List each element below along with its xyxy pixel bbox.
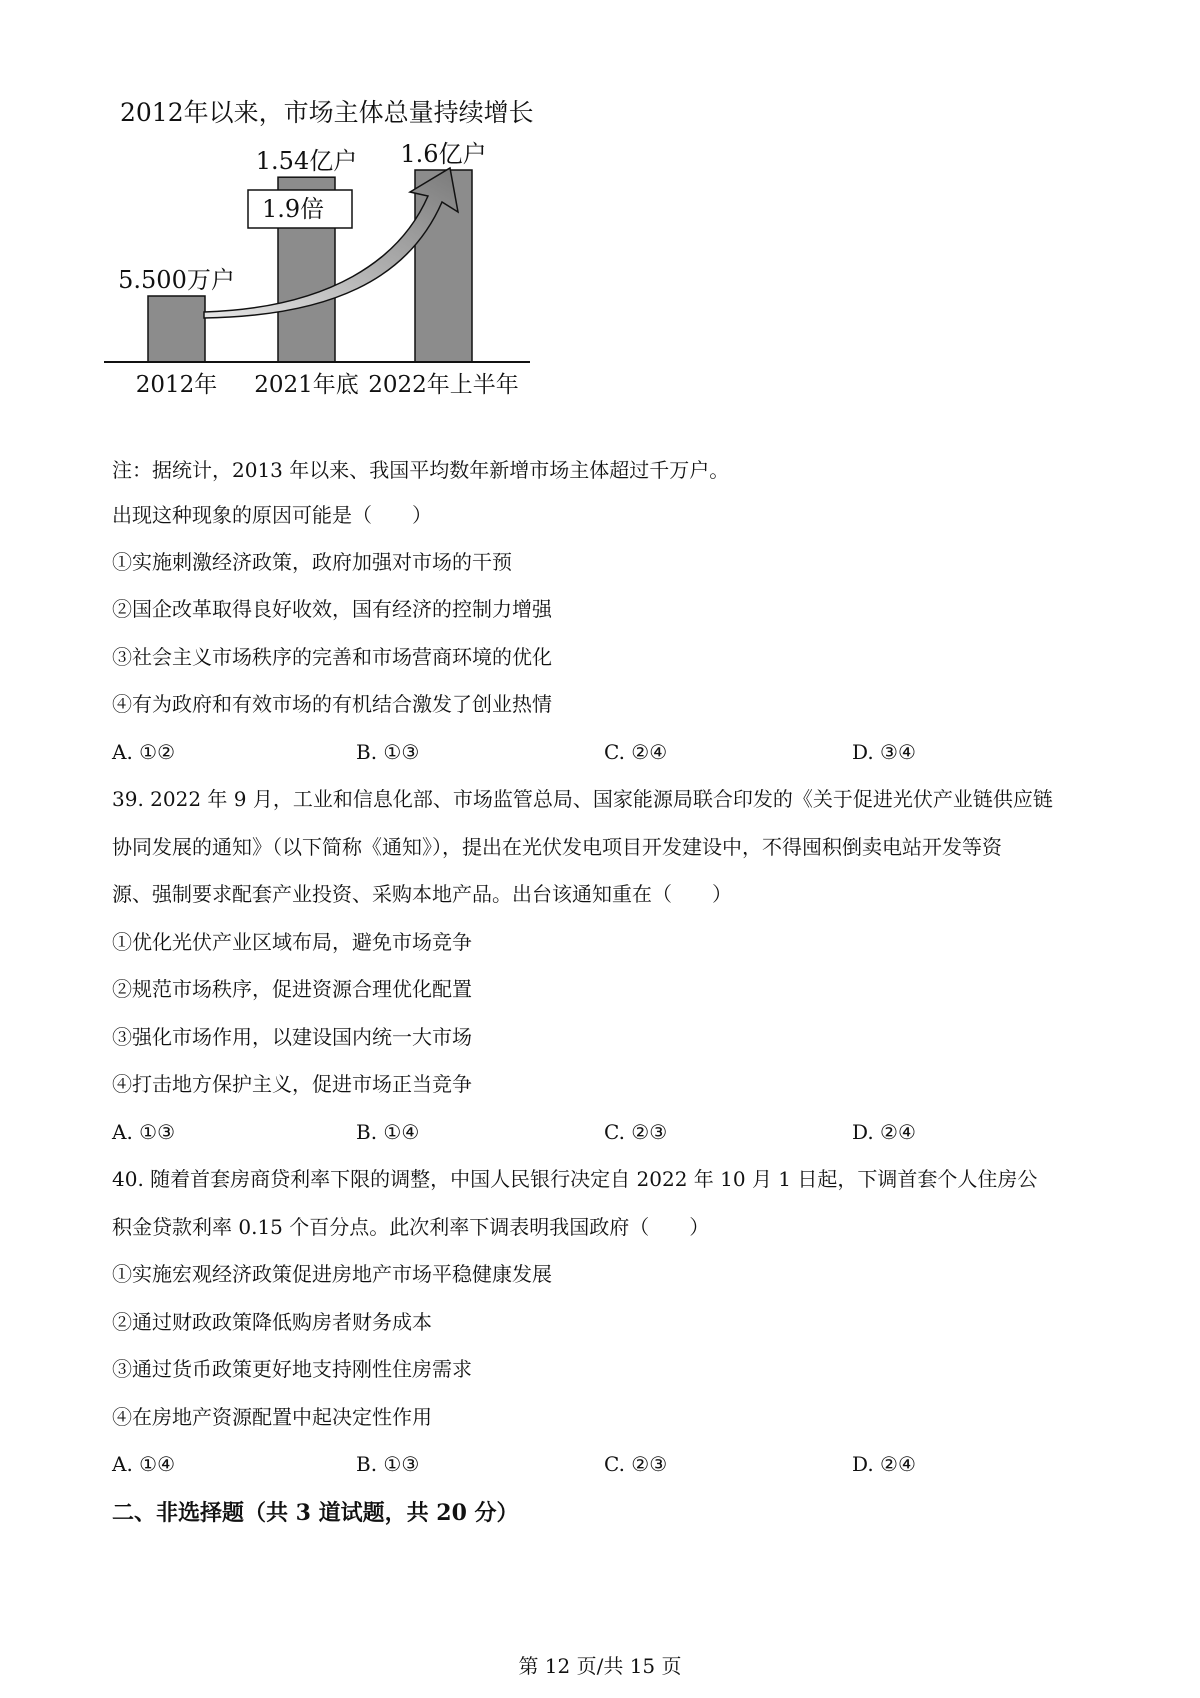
- q38-item-1: ①实施刺激经济政策，政府加强对市场的干预: [112, 550, 512, 574]
- bar-chart: [100, 130, 600, 430]
- q39-item-1: ①优化光伏产业区域布局，避免市场竞争: [112, 930, 472, 954]
- q39-option-b[interactable]: B. ①④: [356, 1120, 420, 1144]
- q40-option-c[interactable]: C. ②③: [604, 1452, 668, 1476]
- q38-stem: 出现这种现象的原因可能是（ ）: [112, 503, 432, 527]
- q39-line-3: 源、强制要求配套产业投资、采购本地产品。出台该通知重在（ ）: [112, 882, 732, 906]
- q40-item-1: ①实施宏观经济政策促进房地产市场平稳健康发展: [112, 1262, 552, 1286]
- page-footer: 第 12 页/共 15 页: [518, 1654, 682, 1678]
- q39-item-3: ③强化市场作用，以建设国内统一大市场: [112, 1025, 472, 1049]
- q38-option-d[interactable]: D. ③④: [852, 740, 916, 764]
- data-label: 1.54亿户: [255, 147, 358, 176]
- q40-option-d[interactable]: D. ②④: [852, 1452, 916, 1476]
- q39-option-d[interactable]: D. ②④: [852, 1120, 916, 1144]
- bar-1: [148, 296, 205, 362]
- q38-option-a[interactable]: A. ①②: [112, 740, 176, 764]
- q40-line-1: 40. 随着首套房商贷利率下限的调整，中国人民银行决定自 2022 年 10 月 1 日起，下调首套个人住房公: [112, 1167, 1038, 1191]
- q40-item-4: ④在房地产资源配置中起决定性作用: [112, 1405, 432, 1429]
- q39-option-a[interactable]: A. ①③: [112, 1120, 176, 1144]
- q40-item-3: ③通过货币政策更好地支持刚性住房需求: [112, 1357, 472, 1381]
- q39-line-1: 39. 2022 年 9 月，工业和信息化部、市场监管总局、国家能源局联合印发的《关于促进光伏产业链供应链: [112, 787, 1053, 811]
- section-title: 二、非选择题（共 3 道试题，共 20 分）: [112, 1500, 519, 1526]
- x-tick-label: 2021年底: [254, 372, 359, 398]
- q38-item-4: ④有为政府和有效市场的有机结合激发了创业热情: [112, 692, 552, 716]
- q40-item-2: ②通过财政政策降低购房者财务成本: [112, 1310, 432, 1334]
- q40-option-a[interactable]: A. ①④: [112, 1452, 176, 1476]
- data-label: 1.6亿户: [400, 140, 487, 168]
- q39-option-c[interactable]: C. ②③: [604, 1120, 668, 1144]
- q39-item-4: ④打击地方保护主义，促进市场正当竞争: [112, 1072, 472, 1096]
- q39-item-2: ②规范市场秩序，促进资源合理优化配置: [112, 977, 472, 1001]
- chart-title: 2012年以来，市场主体总量持续增长: [120, 98, 534, 127]
- x-tick-label: 2012年: [135, 372, 218, 398]
- q40-line-2: 积金贷款利率 0.15 个百分点。此次利率下调表明我国政府（ ）: [112, 1215, 710, 1239]
- q39-line-2: 协同发展的通知》（以下简称《通知》），提出在光伏发电项目开发建设中，不得囤积倒卖电站开发等资: [112, 835, 1002, 859]
- q38-item-3: ③社会主义市场秩序的完善和市场营商环境的优化: [112, 645, 552, 669]
- x-tick-label: 2022年上半年: [368, 372, 519, 398]
- q38-item-2: ②国企改革取得良好收效，国有经济的控制力增强: [112, 597, 552, 621]
- chart-note: 注：据统计，2013 年以来、我国平均数年新增市场主体超过千万户。: [112, 458, 730, 482]
- q38-option-c[interactable]: C. ②④: [604, 740, 668, 764]
- q38-option-b[interactable]: B. ①③: [356, 740, 420, 764]
- q40-option-b[interactable]: B. ①③: [356, 1452, 420, 1476]
- data-label: 5.500万户: [118, 266, 235, 294]
- annotation-label: 1.9倍: [262, 195, 325, 223]
